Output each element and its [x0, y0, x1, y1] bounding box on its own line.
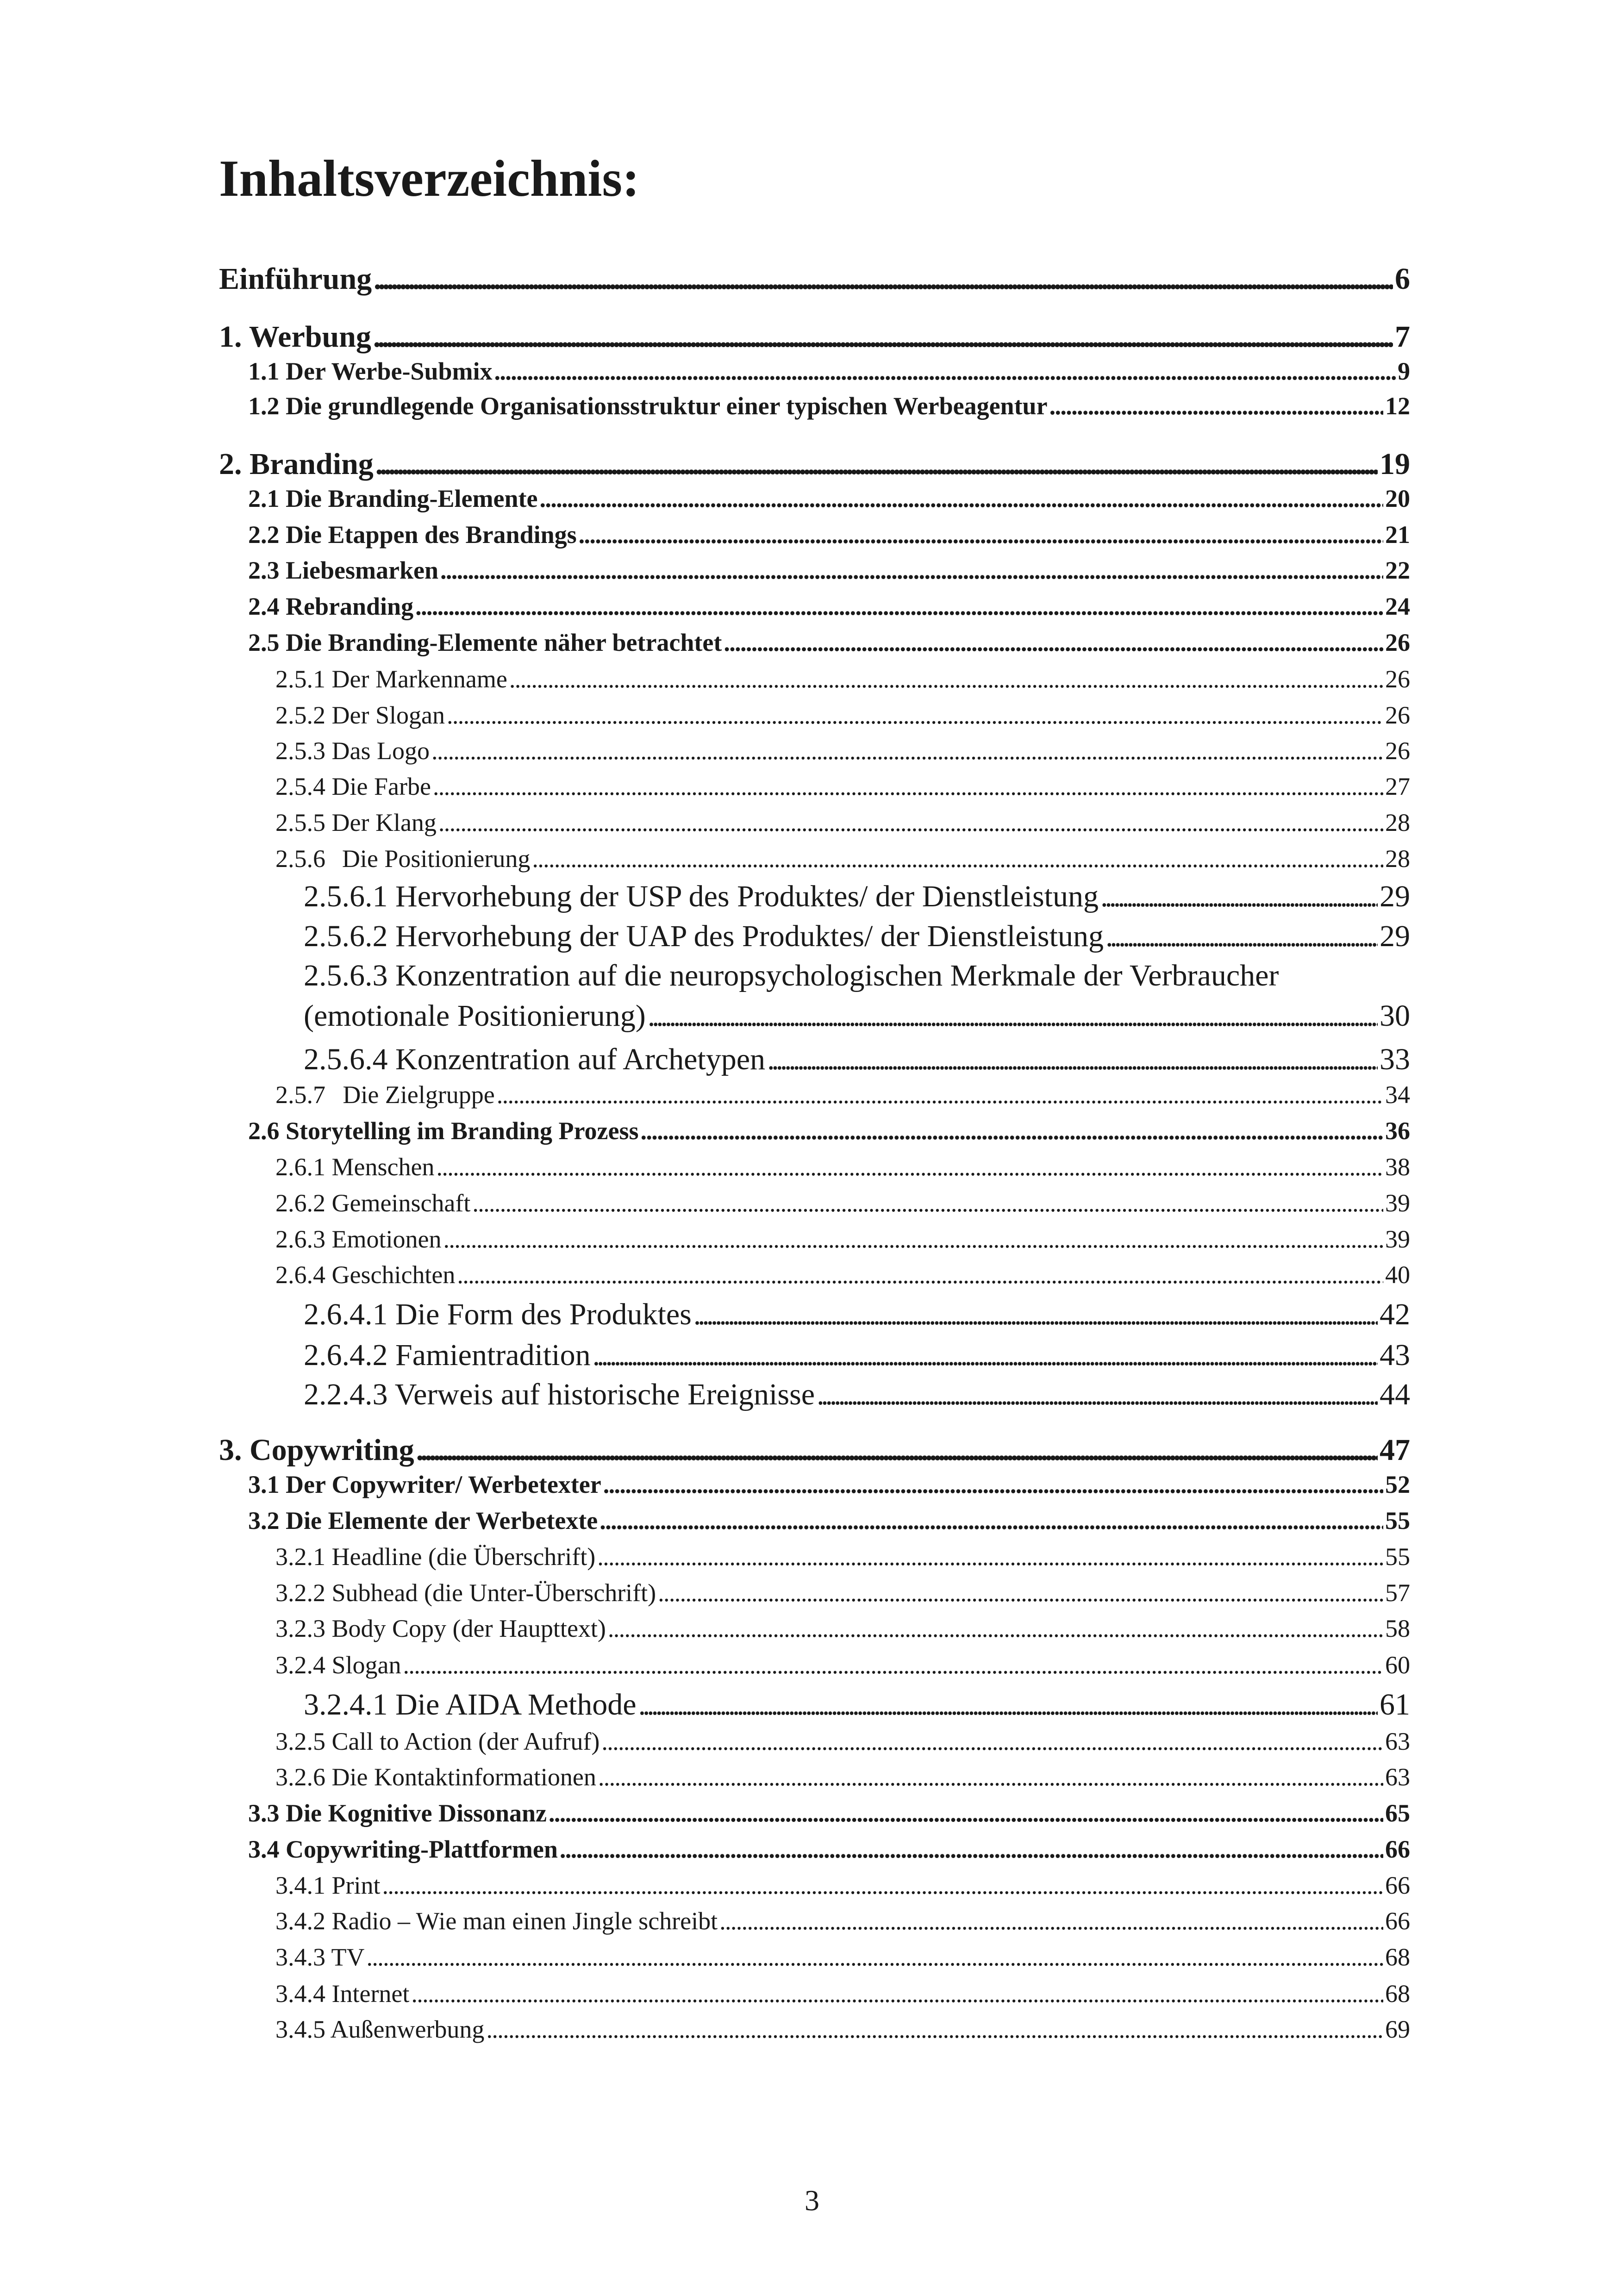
toc-entry-title: 1. Werbung — [219, 320, 371, 354]
toc-entry-page: 60 — [1385, 1651, 1410, 1679]
toc-entry-page: 43 — [1380, 1338, 1410, 1372]
toc-entry-page: 28 — [1385, 845, 1410, 873]
toc-entry-page: 69 — [1385, 2015, 1410, 2043]
toc-entry-title: 2.6 Storytelling im Branding Prozess — [248, 1117, 639, 1145]
toc-entry-page: 55 — [1385, 1507, 1410, 1534]
toc-entry-level-3[interactable] — [304, 960, 1410, 991]
toc-entry-title: 3.2.3 Body Copy (der Haupttext) — [275, 1615, 606, 1642]
toc-entry-level-2[interactable] — [275, 1191, 1410, 1216]
dot-leader — [598, 1765, 1383, 1790]
toc-entry-title: 2.5.5 Der Klang — [275, 809, 437, 836]
toc-entry-number: 2.5.7 — [275, 1081, 325, 1109]
toc-entry-title: 2.5.6.2 Hervorhebung der UAP des Produktes/ der Dienstleistung — [304, 919, 1104, 953]
toc-entry-level-2[interactable] — [275, 667, 1410, 692]
toc-entry-page: 52 — [1385, 1471, 1410, 1498]
dot-leader — [433, 774, 1383, 799]
toc-entry-title: 3.4.5 Außenwerbung — [275, 2015, 485, 2043]
dot-leader — [411, 1981, 1383, 2006]
toc-entry-level-2[interactable] — [275, 810, 1410, 835]
dot-leader — [579, 522, 1383, 547]
dot-leader — [719, 1908, 1383, 1933]
toc-entry-level-0[interactable] — [219, 449, 1410, 480]
toc-entry-title: Die Zielgruppe — [343, 1081, 495, 1109]
dot-leader — [539, 486, 1383, 511]
toc-entry-page: 9 — [1398, 357, 1410, 385]
toc-entry-level-1[interactable] — [248, 1472, 1410, 1497]
dot-leader — [494, 359, 1396, 384]
page-title: Inhaltsverzeichnis: — [219, 150, 640, 207]
dot-leader — [457, 1262, 1383, 1287]
toc-entry-page: 7 — [1395, 320, 1410, 354]
toc-entry-page: 26 — [1385, 737, 1410, 765]
toc-entry-level-2[interactable] — [275, 738, 1410, 763]
toc-entry-page: 34 — [1385, 1081, 1410, 1109]
toc-entry-level-1[interactable] — [248, 522, 1410, 547]
toc-entry-title: 1.2 Die grundlegende Organisationsstruktur einer typischen Werbeagentur — [248, 392, 1048, 420]
toc-entry-page: 55 — [1385, 1543, 1410, 1571]
toc-entry-title: 2.5 Die Branding-Elemente näher betrachtet — [248, 629, 722, 656]
toc-entry-level-3[interactable] — [304, 1299, 1410, 1330]
toc-entry-level-2[interactable] — [275, 1873, 1410, 1898]
toc-entry-title: 2.5.6.3 Konzentration auf die neuropsychologischen Merkmale der Verbraucher — [304, 959, 1279, 992]
toc-entry-title: 2.6.2 Gemeinschaft — [275, 1189, 471, 1217]
toc-entry-title: Einführung — [219, 262, 372, 296]
toc-entry-title: 2.5.4 Die Farbe — [275, 773, 431, 800]
toc-entry-level-3[interactable] — [304, 1690, 1410, 1720]
toc-entry-title: 1.1 Der Werbe-Submix — [248, 357, 493, 385]
toc-entry-title: 3.4.2 Radio – Wie man einen Jingle schreibt — [275, 1907, 718, 1935]
toc-entry-page: 21 — [1385, 521, 1410, 549]
toc-entry-page: 33 — [1380, 1042, 1410, 1076]
toc-entry-title: 3.1 Der Copywriter/ Werbetexter — [248, 1471, 601, 1498]
toc-entry-title: 2.5.2 Der Slogan — [275, 701, 445, 729]
toc-entry-level-2[interactable] — [275, 846, 1410, 871]
toc-entry-title: 3.2.5 Call to Action (der Aufruf) — [275, 1727, 600, 1755]
toc-entry-level-2[interactable] — [275, 1544, 1410, 1569]
dot-leader — [472, 1191, 1383, 1216]
toc-entry-level-0[interactable] — [219, 1435, 1410, 1466]
toc-entry-level-2[interactable] — [275, 1908, 1410, 1933]
toc-entry-page: 22 — [1385, 556, 1410, 584]
dot-leader — [497, 1082, 1383, 1107]
toc-entry-page: 61 — [1380, 1688, 1410, 1721]
toc-entry-title: 3.4.4 Internet — [275, 1980, 410, 2008]
toc-entry-title: Die Positionierung — [342, 845, 531, 873]
toc-entry-level-2[interactable] — [275, 774, 1410, 799]
toc-entry-title-continued: (emotionale Positionierung) — [304, 999, 646, 1033]
toc-entry-level-2[interactable] — [275, 1262, 1410, 1287]
toc-entry-level-2[interactable] — [275, 1945, 1410, 1970]
toc-entry-title: 2.6.4 Geschichten — [275, 1261, 456, 1289]
toc-entry-title: 3.4.3 TV — [275, 1943, 365, 1971]
dot-leader — [1100, 881, 1378, 912]
toc-entry-page: 19 — [1380, 447, 1410, 481]
toc-entry-level-2[interactable] — [275, 1981, 1410, 2006]
toc-entry-title: 3.4 Copywriting-Plattformen — [248, 1835, 558, 1863]
dot-leader — [431, 738, 1383, 763]
toc-entry-page: 66 — [1385, 1907, 1410, 1935]
toc-entry-title: 2.6.3 Emotionen — [275, 1225, 442, 1253]
toc-entry-level-0[interactable] — [219, 322, 1410, 352]
toc-entry-number: 2.5.6 — [275, 845, 325, 873]
toc-entry-level-2[interactable] — [275, 1580, 1410, 1605]
dot-leader — [382, 1873, 1383, 1898]
toc-entry-title: 2.4 Rebranding — [248, 592, 414, 620]
toc-entry-level-1[interactable] — [248, 1837, 1410, 1862]
toc-entry-level-1[interactable] — [248, 558, 1410, 583]
toc-entry-title: 2.3 Liebesmarken — [248, 556, 438, 584]
dot-leader — [447, 703, 1383, 728]
toc-entry-page: 42 — [1380, 1297, 1410, 1331]
dot-leader — [440, 558, 1383, 583]
toc-entry-level-1[interactable] — [248, 594, 1410, 619]
toc-entry-level-3[interactable] — [304, 1379, 1410, 1410]
toc-entry-page: 27 — [1385, 773, 1410, 800]
toc-entry-page: 38 — [1385, 1153, 1410, 1181]
dot-leader — [1106, 921, 1378, 952]
toc-entry-title: 2.5.3 Das Logo — [275, 737, 430, 765]
toc-entry-title: 2.6.4.1 Die Form des Produktes — [304, 1297, 692, 1331]
toc-entry-title: 2.5.1 Der Markenname — [275, 665, 507, 693]
toc-entry-level-2[interactable] — [275, 1227, 1410, 1252]
toc-entry-level-2[interactable] — [275, 1653, 1410, 1678]
toc-entry-page: 28 — [1385, 809, 1410, 836]
toc-entry-page: 26 — [1385, 665, 1410, 693]
toc-entry-title: 2.2.4.3 Verweis auf historische Ereignisse — [304, 1378, 815, 1411]
toc-entry-page: 66 — [1385, 1835, 1410, 1863]
toc-entry-page: 39 — [1385, 1225, 1410, 1253]
toc-entry-page: 30 — [1380, 999, 1410, 1033]
dot-leader — [509, 667, 1383, 692]
toc-entry-level-2[interactable] — [275, 1729, 1410, 1754]
toc-entry-page: 63 — [1385, 1763, 1410, 1791]
toc-entry-level-1[interactable] — [248, 486, 1410, 511]
toc-entry-level-1[interactable] — [248, 359, 1410, 384]
toc-entry-continuation[interactable] — [304, 1001, 1410, 1031]
dot-leader — [560, 1837, 1383, 1862]
toc-entry-level-1[interactable] — [248, 1801, 1410, 1826]
toc-entry-page: 40 — [1385, 1261, 1410, 1289]
dot-leader — [443, 1227, 1383, 1252]
toc-entry-page: 58 — [1385, 1615, 1410, 1642]
toc-entry-title: 2.5.6.4 Konzentration auf Archetypen — [304, 1042, 766, 1076]
dot-leader — [638, 1690, 1378, 1720]
toc-entry-title: 2.6.4.2 Famientradition — [304, 1338, 591, 1372]
dot-leader — [724, 630, 1383, 655]
toc-entry-page: 26 — [1385, 701, 1410, 729]
toc-entry-page: 47 — [1380, 1433, 1410, 1467]
toc-entry-level-1[interactable] — [248, 393, 1410, 418]
dot-leader — [415, 594, 1383, 619]
toc-entry-title: 3.2.4 Slogan — [275, 1651, 401, 1679]
toc-entry-page: 68 — [1385, 1943, 1410, 1971]
toc-entry-page: 36 — [1385, 1117, 1410, 1145]
toc-entry-title: 3.4.1 Print — [275, 1871, 381, 1899]
dot-leader — [817, 1379, 1378, 1410]
toc-entry-title: 3.2.6 Die Kontaktinformationen — [275, 1763, 596, 1791]
toc-entry-title: 2. Branding — [219, 447, 374, 481]
dot-leader — [438, 810, 1383, 835]
toc-entry-level-2[interactable] — [275, 1154, 1410, 1179]
toc-entry-title: 3. Copywriting — [219, 1433, 414, 1467]
toc-entry-title: 3.3 Die Kognitive Dissonanz — [248, 1799, 547, 1827]
toc-entry-title: 2.5.6.1 Hervorhebung der USP des Produktes/ der Dienstleistung — [304, 879, 1099, 913]
dot-leader — [648, 1001, 1378, 1031]
toc-entry-title: 2.2 Die Etappen des Brandings — [248, 521, 577, 549]
dot-leader — [1049, 393, 1383, 418]
dot-leader — [601, 1729, 1383, 1754]
toc-entry-level-3[interactable] — [304, 881, 1410, 912]
toc-entry-page: 68 — [1385, 1980, 1410, 2008]
toc-entry-page: 20 — [1385, 485, 1410, 512]
dot-leader — [693, 1299, 1378, 1330]
toc-entry-level-3[interactable] — [304, 921, 1410, 952]
toc-entry-level-2[interactable] — [275, 1082, 1410, 1107]
toc-entry-page: 26 — [1385, 629, 1410, 656]
dot-leader — [549, 1801, 1383, 1826]
toc-entry-page: 12 — [1385, 392, 1410, 420]
dot-leader — [486, 2017, 1383, 2042]
dot-leader — [367, 1945, 1383, 1970]
toc-entry-title: 2.1 Die Branding-Elemente — [248, 485, 538, 512]
toc-entry-level-3[interactable] — [304, 1044, 1410, 1075]
toc-entry-level-1[interactable] — [248, 630, 1410, 655]
dot-leader — [403, 1653, 1383, 1678]
dot-leader — [767, 1044, 1378, 1075]
dot-leader — [600, 1508, 1383, 1533]
toc-entry-page: 63 — [1385, 1727, 1410, 1755]
toc-entry-level-3[interactable] — [304, 1340, 1410, 1371]
dot-leader — [373, 322, 1393, 352]
dot-leader — [374, 264, 1393, 294]
dot-leader — [658, 1580, 1383, 1605]
dot-leader — [608, 1616, 1383, 1641]
toc-entry-page: 29 — [1380, 879, 1410, 913]
toc-entry-page: 57 — [1385, 1579, 1410, 1607]
toc-entry-title: 3.2.2 Subhead (die Unter-Überschrift) — [275, 1579, 656, 1607]
toc-entry-level-1[interactable] — [248, 1508, 1410, 1533]
dot-leader — [641, 1118, 1384, 1143]
toc-entry-title: 2.6.1 Menschen — [275, 1153, 435, 1181]
toc-entry-page: 66 — [1385, 1871, 1410, 1899]
toc-entry-page: 6 — [1395, 262, 1410, 296]
dot-leader — [375, 449, 1378, 480]
page-number: 3 — [805, 2184, 819, 2217]
toc-entry-title: 3.2 Die Elemente der Werbetexte — [248, 1507, 598, 1534]
toc-entry-level-2[interactable] — [275, 1616, 1410, 1641]
toc-entry-level-2[interactable] — [275, 2017, 1410, 2042]
dot-leader — [416, 1435, 1378, 1466]
toc-entry-level-0[interactable] — [219, 264, 1410, 294]
dot-leader — [436, 1154, 1383, 1179]
dot-leader — [593, 1340, 1378, 1371]
toc-entry-level-2[interactable] — [275, 1765, 1410, 1790]
toc-entry-level-2[interactable] — [275, 703, 1410, 728]
dot-leader — [603, 1472, 1383, 1497]
toc-entry-page: 44 — [1380, 1378, 1410, 1411]
toc-entry-page: 39 — [1385, 1189, 1410, 1217]
toc-entry-level-1[interactable] — [248, 1118, 1410, 1143]
dot-leader — [597, 1544, 1383, 1569]
toc-entry-title: 3.2.1 Headline (die Überschrift) — [275, 1543, 596, 1571]
toc-entry-page: 65 — [1385, 1799, 1410, 1827]
dot-leader — [532, 846, 1383, 871]
toc-entry-page: 29 — [1380, 919, 1410, 953]
toc-entry-page: 24 — [1385, 592, 1410, 620]
toc-entry-title: 3.2.4.1 Die AIDA Methode — [304, 1688, 637, 1721]
